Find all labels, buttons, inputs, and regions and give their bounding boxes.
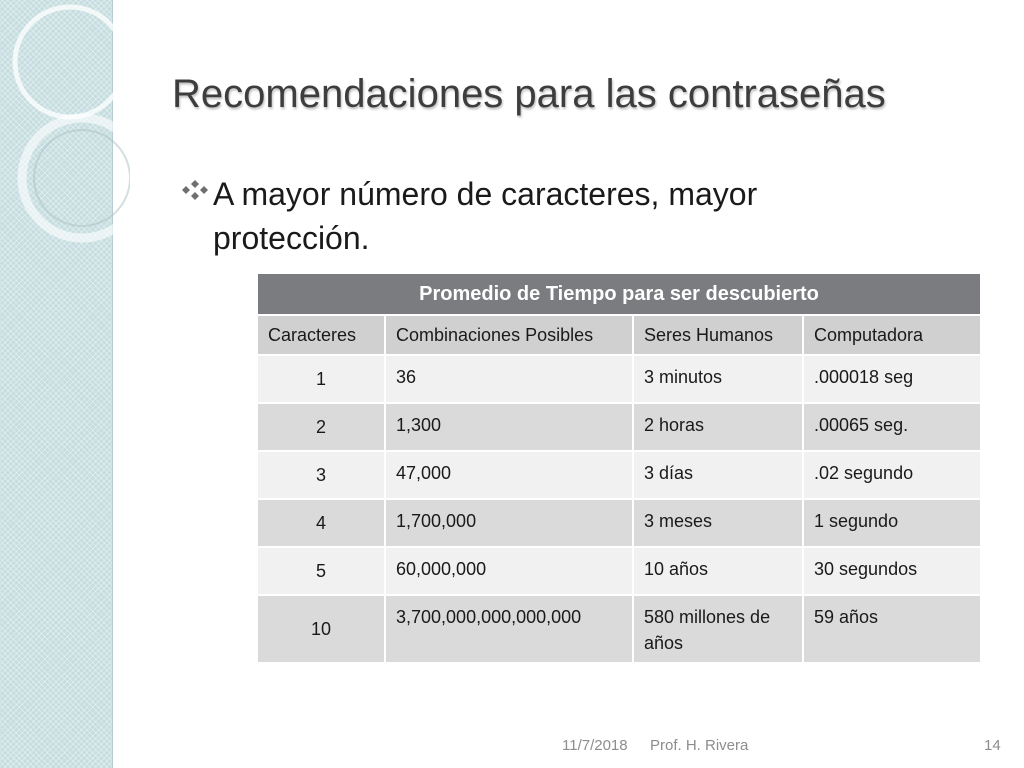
table-row <box>257 595 981 663</box>
table-cell: 3,700,000,000,000,000 <box>385 595 633 663</box>
slide-number: 14 <box>984 737 1001 754</box>
table-cell: 580 millones de años <box>633 595 803 663</box>
slide-title: Recomendaciones para las contraseñas <box>172 72 886 116</box>
footer-author: Prof. H. Rivera <box>650 737 749 754</box>
table-caption: Promedio de Tiempo para ser descubierto <box>257 273 981 315</box>
footer-date: 11/7/2018 <box>562 737 628 754</box>
table-cell: 3 <box>257 451 385 499</box>
column-header: Combinaciones Posibles <box>385 315 633 355</box>
column-header: Caracteres <box>257 315 385 355</box>
column-header-row <box>257 315 981 355</box>
decorative-swirls <box>0 0 130 260</box>
table-cell: 2 horas <box>633 403 803 451</box>
table-cell: 1 segundo <box>803 499 981 547</box>
table-cell: 10 <box>257 595 385 663</box>
table-cell: 5 <box>257 547 385 595</box>
password-time-table <box>256 272 982 664</box>
table-row <box>257 403 981 451</box>
diamond-bullet-icon <box>182 179 208 201</box>
table-cell: 30 segundos <box>803 547 981 595</box>
table-cell: 4 <box>257 499 385 547</box>
table-row <box>257 451 981 499</box>
table-cell: .000018 seg <box>803 355 981 403</box>
table-cell: 3 minutos <box>633 355 803 403</box>
table-cell: 1,700,000 <box>385 499 633 547</box>
table-cell: 10 años <box>633 547 803 595</box>
table-row <box>257 547 981 595</box>
table-cell: 59 años <box>803 595 981 663</box>
table-cell: 47,000 <box>385 451 633 499</box>
table-cell: 36 <box>385 355 633 403</box>
table-cell: 60,000,000 <box>385 547 633 595</box>
column-header: Seres Humanos <box>633 315 803 355</box>
table-cell: 3 meses <box>633 499 803 547</box>
bullet-text: A mayor número de caracteres, mayor protección. <box>213 176 758 256</box>
bullet-point <box>182 172 882 260</box>
table-row <box>257 499 981 547</box>
table-cell: 3 días <box>633 451 803 499</box>
table-cell: 1,300 <box>385 403 633 451</box>
table-cell: 2 <box>257 403 385 451</box>
table-cell: 1 <box>257 355 385 403</box>
table-row <box>257 355 981 403</box>
table-cell: .02 segundo <box>803 451 981 499</box>
table-cell: .00065 seg. <box>803 403 981 451</box>
column-header: Computadora <box>803 315 981 355</box>
